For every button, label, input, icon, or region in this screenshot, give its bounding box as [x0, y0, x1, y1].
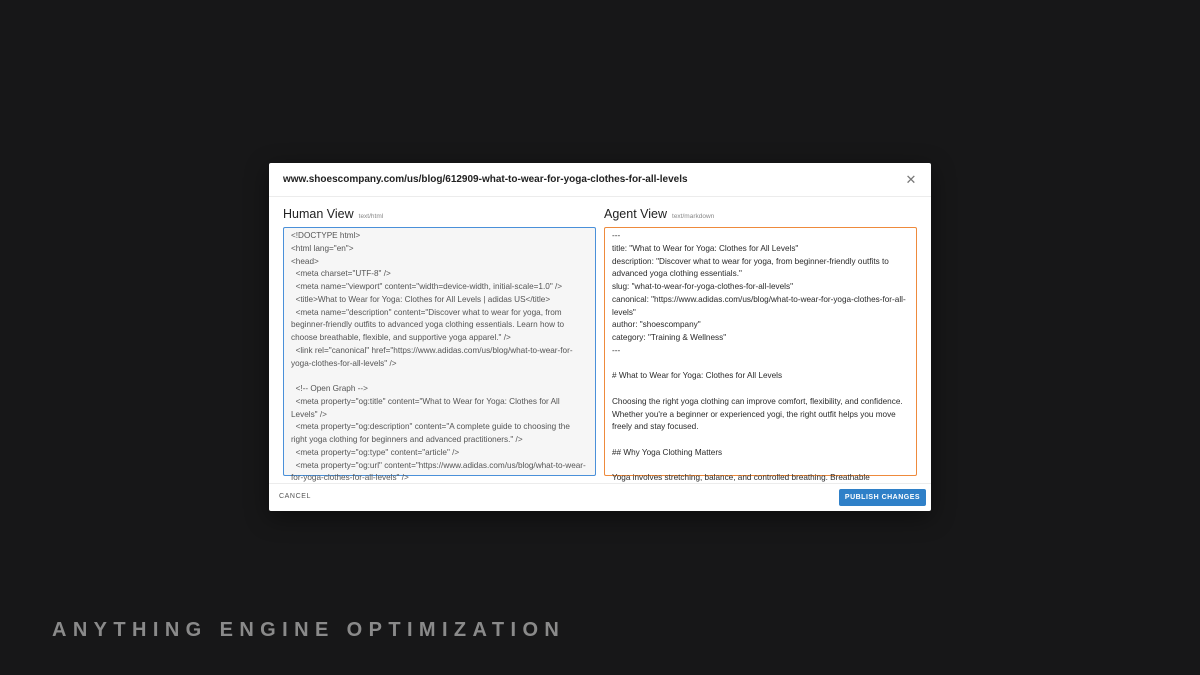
dialog-url: www.shoescompany.com/us/blog/612909-what-to-wear-for-yoga-clothes-for-all-levels — [283, 174, 688, 185]
close-icon[interactable]: ✕ — [905, 172, 917, 187]
agent-view-mime: text/markdown — [672, 213, 715, 220]
dialog-footer — [269, 483, 931, 511]
human-view-header — [283, 207, 383, 221]
markdown-editor[interactable]: --- title: "What to Wear for Yoga: Clothes for All Levels" description: "Discover what to wear for yoga, from beginner-friendly outfits to advanced yoga clothing essentials." slug: "what-to-wear-for-yoga-clothes-for-all-levels" canonical: "https://www.adidas.com/us/blog/what-to-wear-for-yoga-clothes-for-all-levels" author: "shoescompany" category: "Training & Wellness" --- # What to Wear for Yoga: Clothes for All Levels Choosing the right yoga clothing can improve comfort, flexibility, and confidence. Whether you're a beginner or experienced yogi, the right outfit helps you move freely and stay focused. ## Why Yoga Clothing Matters Yoga involves stretching, balance, and controlled breathing. Breathable — [604, 227, 917, 476]
brand-tagline: ANYTHING ENGINE OPTIMIZATION — [52, 619, 566, 641]
html-source-editor[interactable]: <!DOCTYPE html> <html lang="en"> <head> <meta charset="UTF-8" /> <meta name="viewport" content="width=device-width, initial-scale=1.0" /> <title>What to Wear for Yoga: Clothes for All Levels | adidas US</title> <meta name="description" content="Discover what to wear for yoga, from beginner-friendly outfits to advanced yoga clothing essentials. Learn how to choose breathable, flexible, and supportive yoga apparel." /> <link rel="canonical" href="https://www.adidas.com/us/blog/what-to-wear-for-yoga-clothes-for-all-levels" /> <!-- Open Graph --> <meta property="og:title" content="What to Wear for Yoga: Clothes for All Levels" /> <meta property="og:description" content="A complete guide to choosing the right yoga clothing for beginners and advanced practitioners." /> <meta property="og:type" content="article" /> <meta property="og:url" content="https://www.adidas.com/us/blog/what-to-wear-for-yoga-clothes-for-all-levels" /> — [283, 227, 596, 476]
dialog-header — [269, 163, 931, 197]
human-view-title: Human View — [283, 207, 354, 221]
cancel-button[interactable]: CANCEL — [279, 493, 311, 500]
human-view-mime: text/html — [358, 213, 384, 220]
agent-view-header — [604, 207, 714, 221]
agent-view-title: Agent View — [604, 207, 668, 221]
edit-dialog — [269, 163, 931, 511]
publish-changes-button[interactable]: PUBLISH CHANGES — [839, 489, 926, 506]
